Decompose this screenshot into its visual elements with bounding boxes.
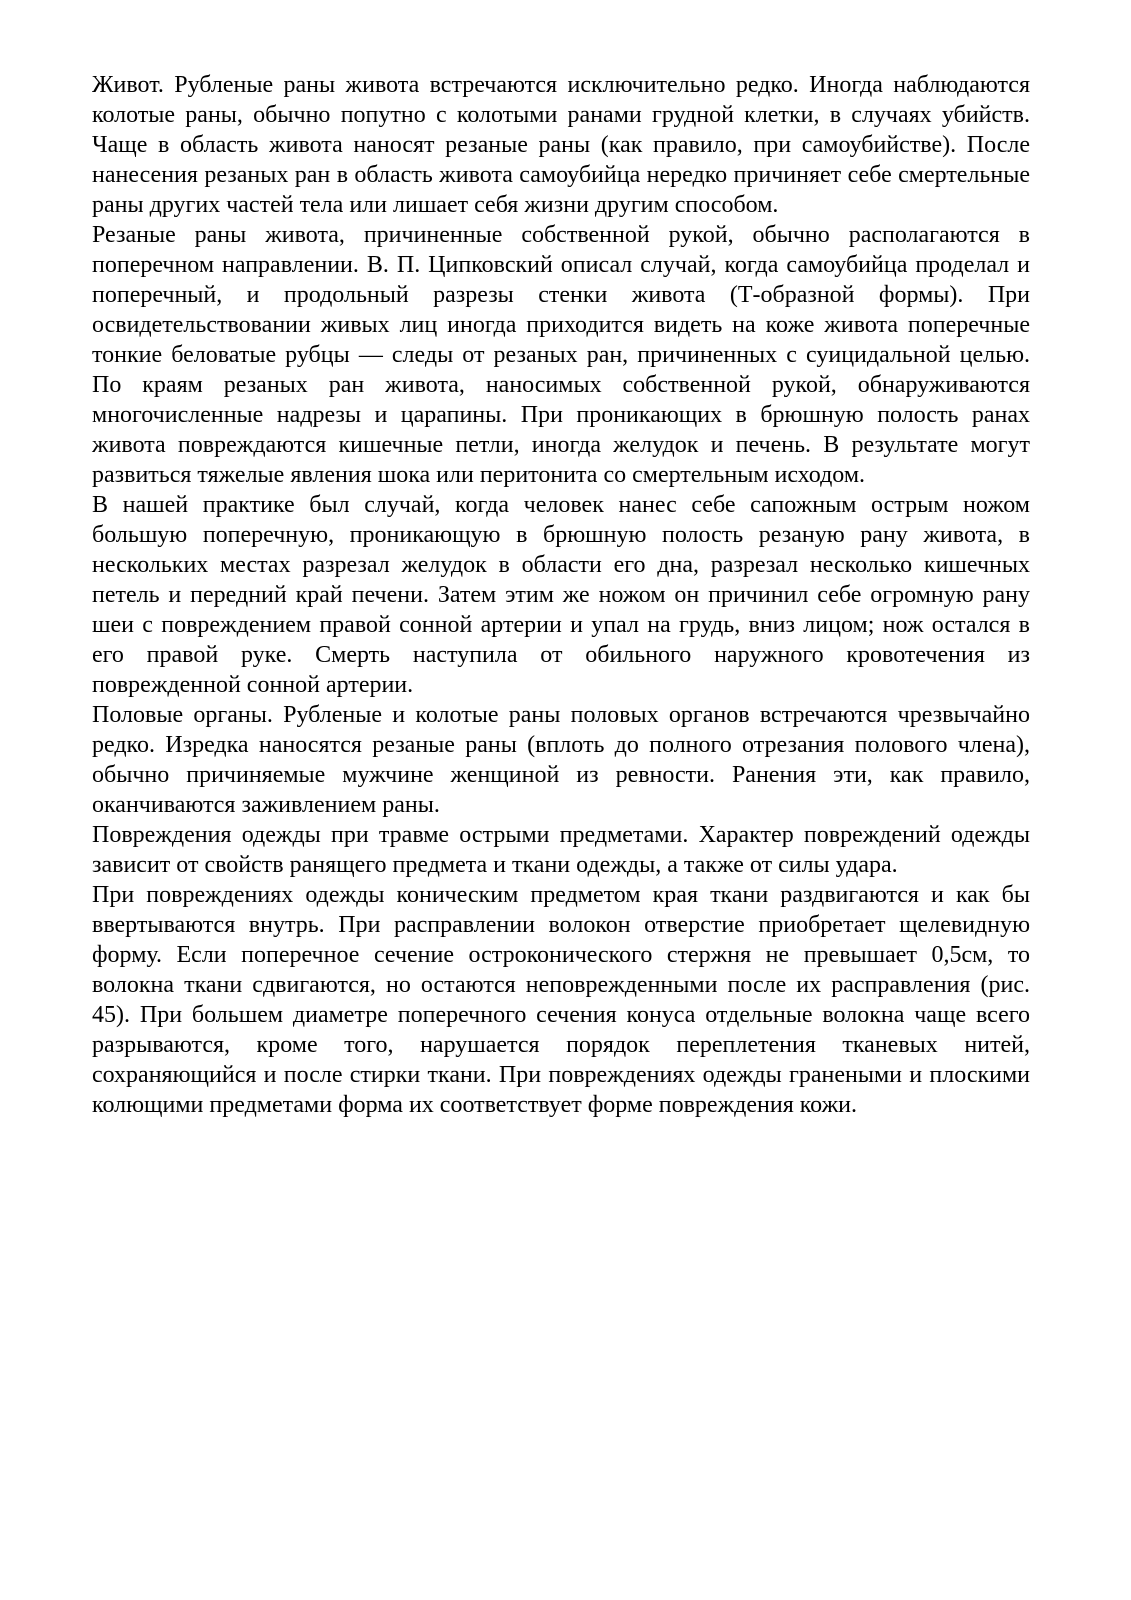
paragraph-abdomen: Живот. Рубленые раны живота встречаются исключительно редко. Иногда наблюдаются колотые раны, обычно попутно с колотыми ранами грудной клетки, в случаях убийств. Чаще в область живота наносят резаные раны (как правило, при самоубийстве). После нанесения резаных ран в область живота самоубийца нередко причиняет себе смертельные раны других частей тела или лишает себя жизни другим способом. <box>92 72 1030 218</box>
paragraph-self-inflicted-wounds: Резаные раны живота, причиненные собственной рукой, обычно располагаются в поперечном направлении. В. П. Ципковский описал случай, когда самоубийца проделал и поперечный, и продольный разрезы стенки живота (Т-образной формы). При освидетельствовании живых лиц иногда приходится видеть на коже живота поперечные тонкие беловатые рубцы — следы от резаных ран, причиненных с суицидальной целью. По краям резаных ран живота, наносимых собственной рукой, обнаруживаются многочисленные надрезы и царапины. При проникающих в брюшную полость ранах живота повреждаются кишечные петли, иногда желудок и печень. В результате могут развиться тяжелые явления шока или перитонита со смертельным исходом. <box>92 222 1030 488</box>
paragraph-case-report: В нашей практике был случай, когда человек нанес себе сапожным острым ножом большую поперечную, проникающую в брюшную полость резаную рану живота, в нескольких местах разрезал желудок в области его дна, разрезал несколько кишечных петель и передний край печени. Затем этим же ножом он причинил себе огромную рану шеи с повреждением правой сонной артерии и упал на грудь, вниз лицом; нож остался в его правой руке. Смерть наступила от обильного наружного кровотечения из поврежденной сонной артерии. <box>92 492 1030 698</box>
paragraph-conical-object: При повреждениях одежды коническим предметом края ткани раздвигаются и как бы ввертываются внутрь. При расправлении волокон отверстие приобретает щелевидную форму. Если поперечное сечение остроконического стержня не превышает 0,5см, то волокна ткани сдвигаются, но остаются неповрежденными после их расправления (рис. 45). При большем диаметре поперечного сечения конуса отдельные волокна чаще всего разрываются, кроме того, нарушается порядок переплетения тканевых нитей, сохраняющийся и после стирки ткани. При повреждениях одежды гранеными и плоскими колющими предметами форма их соответствует форме повреждения кожи. <box>92 882 1030 1118</box>
paragraph-genital-organs: Половые органы. Рубленые и колотые раны половых органов встречаются чрезвычайно редко. Изредка наносятся резаные раны (вплоть до полного отрезания полового члена), обычно причиняемые мужчине женщиной из ревности. Ранения эти, как правило, оканчиваются заживлением раны. <box>92 702 1030 818</box>
paragraph-clothing-damage: Повреждения одежды при травме острыми предметами. Характер повреждений одежды зависит от свойств ранящего предмета и ткани одежды, а также от силы удара. <box>92 822 1030 878</box>
document-page <box>92 70 1030 1120</box>
